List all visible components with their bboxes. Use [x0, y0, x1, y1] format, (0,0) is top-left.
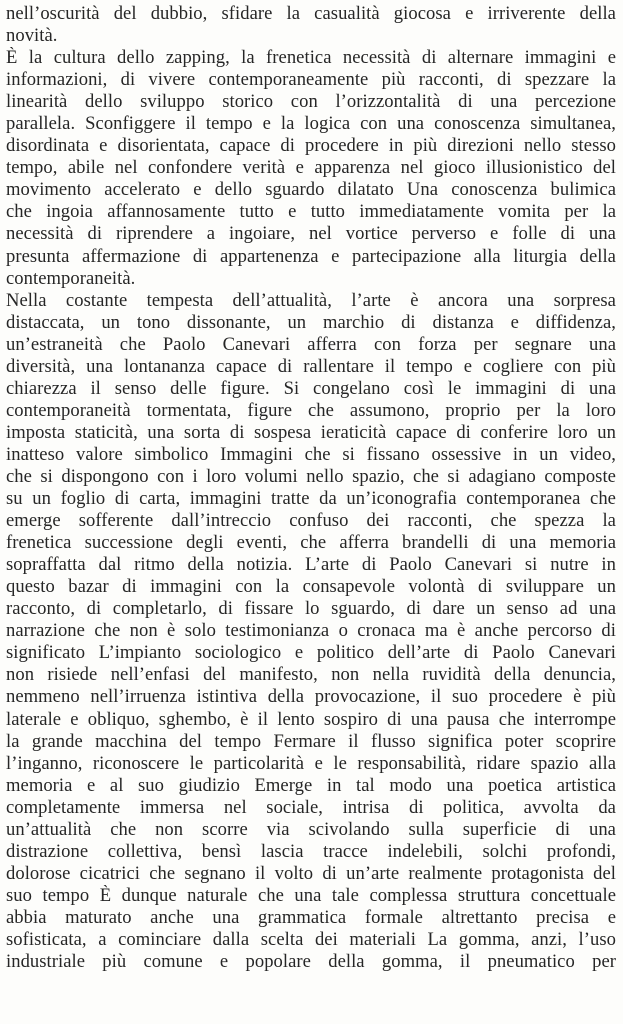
text-line: chiarezza il senso delle figure. Si congelano così le immagini di una	[6, 377, 616, 399]
text-line: novità.	[6, 25, 58, 47]
text-line: emerge sofferente dall’intreccio confuso dei racconti, che spezza la	[6, 510, 616, 532]
text-line: contemporaneità.	[6, 267, 136, 289]
text-line: linearità dello sviluppo storico con l’orizzontalità di una percezione	[6, 91, 616, 113]
text-line: sopraffatta dal ritmo della notizia. L’arte di Paolo Canevari si nutre in	[6, 554, 616, 576]
body-text	[6, 3, 616, 973]
text-line: la grande macchina del tempo Fermare il flusso significa poter scoprire	[6, 730, 616, 752]
text-line: dolorose cicatrici che segnano il volto di un’arte realmente protagonista del	[6, 862, 616, 884]
text-line: Nella costante tempesta dell’attualità, l’arte è ancora una sorpresa	[6, 289, 616, 311]
text-line: suo tempo È dunque naturale che una tale complessa struttura concettuale	[6, 884, 616, 906]
text-line: l’inganno, riconoscere le particolarità e le responsabilità, ridare spazio alla	[6, 752, 616, 774]
text-line: inatteso valore simbolico Immagini che si fissano ossessive in un video,	[6, 443, 616, 465]
text-line: completamente immersa nel sociale, intrisa di politica, avvolta da	[6, 796, 616, 818]
text-line: laterale e obliquo, sghembo, è il lento sospiro di una pausa che interrompe	[6, 708, 616, 730]
text-line: un’attualità che non scorre via scivolando sulla superficie di una	[6, 818, 616, 840]
text-line: distaccata, un tono dissonante, un marchio di distanza e diffidenza,	[6, 311, 616, 333]
text-line: tempo, abile nel confondere verità e apparenza nel gioco illusionistico del	[6, 157, 616, 179]
text-line: racconto, di completarlo, di fissare lo sguardo, di dare un senso ad una	[6, 598, 616, 620]
text-line: diversità, una lontananza capace di rallentare il tempo e cogliere con più	[6, 355, 616, 377]
text-line: È la cultura dello zapping, la frenetica necessità di alternare immagini e	[6, 47, 616, 69]
text-line: disordinata e disorientata, capace di procedere in più direzioni nello stesso	[6, 135, 616, 157]
text-line: frenetica successione degli eventi, che afferra brandelli di una memoria	[6, 532, 616, 554]
text-line: necessità di riprendere a ingoiare, nel vortice perverso e folle di una	[6, 223, 616, 245]
text-line: su un foglio di carta, immagini tratte da un’iconografia contemporanea che	[6, 488, 616, 510]
text-line: distrazione collettiva, bensì lascia tracce indelebili, solchi profondi,	[6, 840, 616, 862]
text-line: che ingoia affannosamente tutto e tutto immediatamente vomita per la	[6, 201, 616, 223]
text-line: movimento accelerato e dello sguardo dilatato Una conoscenza bulimica	[6, 179, 616, 201]
text-line: industriale più comune e popolare della gomma, il pneumatico per	[6, 951, 616, 973]
text-line: un’estraneità che Paolo Canevari afferra con forza per segnare una	[6, 333, 616, 355]
text-line: informazioni, di vivere contemporaneamente più racconti, di spezzare la	[6, 69, 616, 91]
text-line: presunta affermazione di appartenenza e partecipazione alla liturgia della	[6, 245, 616, 267]
text-line: memoria e al suo giudizio Emerge in tal modo una poetica artistica	[6, 774, 616, 796]
text-line: nell’oscurità del dubbio, sfidare la casualità giocosa e irriverente della	[6, 3, 616, 24]
text-line: parallela. Sconfiggere il tempo e la logica con una conoscenza simultanea,	[6, 113, 616, 135]
text-line: narrazione che non è solo testimonianza o cronaca ma è anche percorso di	[6, 620, 616, 642]
text-line: questo bazar di immagini con la consapevole volontà di sviluppare un	[6, 576, 616, 598]
text-line: significato L’impianto sociologico e politico dell’arte di Paolo Canevari	[6, 642, 616, 664]
text-line: contemporaneità tormentata, figure che assumono, proprio per la loro	[6, 399, 616, 421]
text-line: nemmeno nell’irruenza istintiva della provocazione, il suo procedere è più	[6, 686, 616, 708]
text-line: imposta staticità, una sorta di sospesa ieraticità capace di conferire loro un	[6, 421, 616, 443]
text-line: abbia maturato anche una grammatica formale altrettanto precisa e	[6, 906, 616, 928]
text-line: che si dispongono con i loro volumi nello spazio, che si adagiano composte	[6, 465, 616, 487]
text-line: sofisticata, a cominciare dalla scelta dei materiali La gomma, anzi, l’uso	[6, 928, 616, 950]
text-line: non risiede nell’enfasi del manifesto, non nella ruvidità della denuncia,	[6, 664, 616, 686]
